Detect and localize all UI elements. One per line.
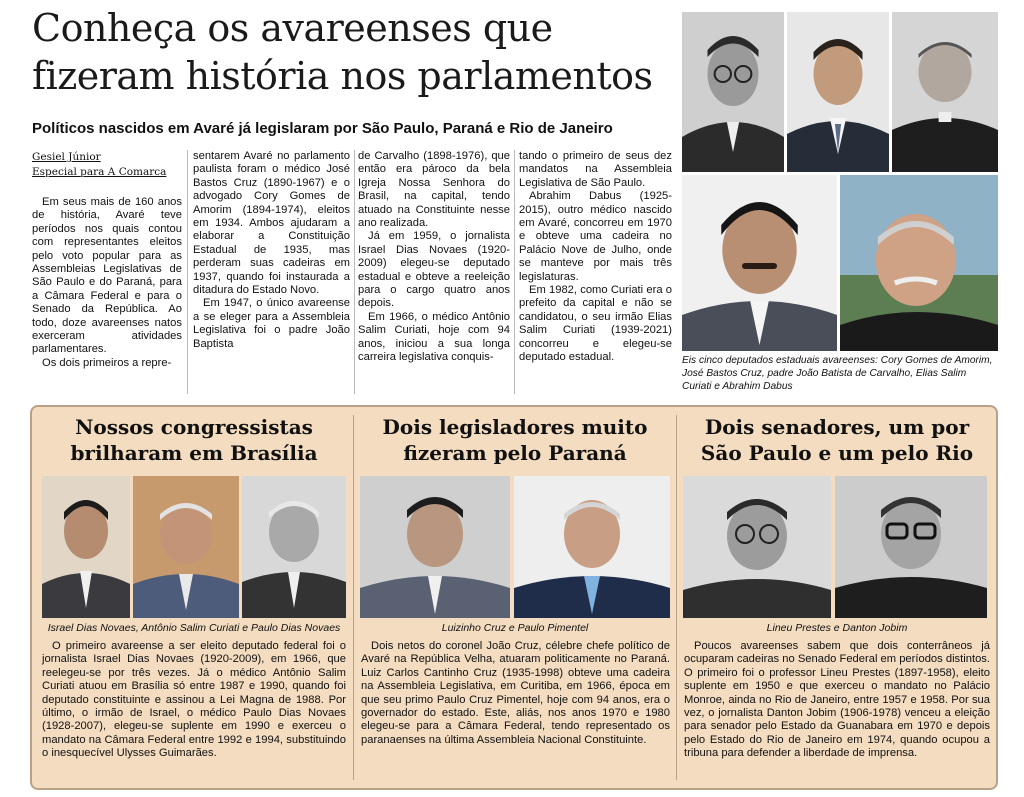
section-caption: Lineu Prestes e Danton Jobim	[766, 622, 908, 634]
paragraph: Abrahim Dabus (1925-2015), outro médico nascido em Avaré, concorreu em 1970 e obteve uma cadeira no Palácio Nove de Julho, onde se manteve por mais três legislaturas.	[519, 190, 672, 283]
photo-caption: Eis cinco deputados estaduais avareenses: Cory Gomes de Amorim, José Bastos Cruz, padre João Batista de Carvalho, Elias Salim Curiati e Abrahim Dabus	[682, 355, 993, 392]
section-title-congressistas	[40, 414, 348, 466]
portrait-photo-israel-dias-novaes	[42, 476, 130, 618]
author-role: Especial para A Comarca	[32, 166, 167, 178]
portrait-photo-paulo-dias-novaes	[242, 476, 346, 618]
section-title-senadores	[682, 414, 992, 466]
column-divider	[354, 150, 355, 394]
portrait-photo-lineu-prestes	[683, 476, 831, 618]
paragraph: Em 1982, como Curiati era o prefeito da capital e não se candidatou, o seu irmão Elias Salim Curiati (1939-2021) concorreu e elegeu-se deputado estadual.	[519, 284, 672, 364]
article-column-3	[358, 150, 510, 365]
box-divider	[676, 415, 677, 780]
portrait-photo-abrahim-dabus	[840, 175, 998, 351]
title-line: brilharam em Brasília	[70, 441, 318, 465]
article-subhead: Políticos nascidos em Avaré já legislaram por São Paulo, Paraná e Rio de Janeiro	[32, 120, 613, 137]
portrait-photo-luizinho-cruz	[360, 476, 510, 618]
portrait-photo-paulo-pimentel	[514, 476, 670, 618]
paragraph: Poucos avareenses sabem que dois conterrâneos já ocuparam cadeiras no Senado Federal em períodos distintos. O primeiro foi o professor Lineu Prestes (1897-1958), eleito suplente em 1950 e que exerceu o mandato no Palácio Monroe, ainda no Rio de Janeiro, entre 1957 e 1958. Por sua vez, o jornalista Danton Jobim (1906-1978) venceu a eleição para senador pelo Estado da Guanabara em 1970 e depois pelo Estado do Rio de Janeiro em 1974, quando ocupou a tribuna para defender a liberdade de imprensa.	[684, 640, 990, 760]
article-column-4	[519, 150, 672, 365]
section-title-parana	[358, 414, 672, 466]
paragraph: Em seus mais de 160 anos de história, Avaré teve períodos nos quais contou com representantes eleitos pelo voto popular para as Assembleias Legislativas de São Paulo e do Paraná, para a Câmara Federal e para o Senado da República. Ao todo, doze avareenses natos exerceram atividades parlamentares.	[32, 196, 182, 356]
title-line: fizeram pelo Paraná	[403, 441, 627, 465]
title-line: Nossos congressistas	[75, 415, 313, 439]
portrait-photo-elias-salim-curiati	[682, 175, 837, 351]
paragraph: sentarem Avaré no parlamento paulista foram o médico José Bastos Cruz (1890-1967) e o advogado Cory Gomes de Amorim (1894-1974), eleitos em 1934. Ambos ajudaram a elaborar a Constituição Estadual de 1935, mas perderam suas cadeiras em 1937, quando foi instaurada a ditadura do Estado Novo.	[193, 150, 350, 297]
article-column-1	[32, 196, 182, 370]
portrait-photo-padre-joao-batista-de-carvalho	[892, 12, 998, 172]
article-headline: Conheça os avareenses que fizeram história nos parlamentos	[32, 6, 653, 98]
byline	[32, 150, 166, 179]
section-text-parana	[361, 640, 670, 747]
paragraph: Os dois primeiros a repre-	[42, 356, 172, 369]
article-column-2	[193, 150, 350, 351]
section-caption: Luizinho Cruz e Paulo Pimentel	[441, 622, 589, 634]
section-caption: Israel Dias Novaes, Antônio Salim Curiati e Paulo Dias Novaes	[47, 622, 341, 634]
section-text-senadores	[684, 640, 990, 761]
title-line: São Paulo e um pelo Rio	[700, 441, 974, 465]
author-name: Gesiel Júnior	[32, 151, 101, 163]
paragraph: Dois netos do coronel João Cruz, célebre chefe político de Avaré na República Velha, atuaram politicamente no Paraná. Luiz Carlos Cantinho Cruz (1935-1998) obteve uma cadeira na Assembleia Legislativa, em Curitiba, em 1966, época em que seu primo Paulo Cruz Pimentel, hoje com 94 anos, era o governador do estado. Este, aliás, nos anos 1970 e 1980 elegeu-se para a Câmara Federal, tendo representado os paranaenses na última Assembleia Nacional Constituinte.	[361, 640, 670, 746]
portrait-photo-danton-jobim	[835, 476, 987, 618]
paragraph: Em 1947, o único avareense a se eleger para a Assembleia Legislativa foi o padre João Baptista	[193, 297, 350, 350]
title-line: Dois senadores, um por	[704, 415, 970, 439]
paragraph: tando o primeiro de seus dez mandatos na Assembleia Legislativa de São Paulo.	[519, 150, 672, 189]
portrait-photo-jose-bastos-cruz	[787, 12, 889, 172]
column-divider	[187, 150, 188, 394]
paragraph: de Carvalho (1898-1976), que então era pároco da bela Igreja Nossa Senhora do Brasil, na capital, tendo atuado na Constituinte nesse ano realizada.	[358, 150, 510, 230]
portrait-photo-antonio-salim-curiati	[133, 476, 239, 618]
paragraph: Em 1966, o médico Antônio Salim Curiati, hoje com 94 anos, iniciou a sua longa carreira legislativa conquis-	[358, 310, 510, 364]
column-divider	[514, 150, 515, 394]
paragraph: Já em 1959, o jornalista Israel Dias Novaes (1920-2009) elegeu-se deputado estadual e obteve a reeleição para o cargo quatro anos depois.	[358, 230, 510, 310]
title-line: Dois legisladores muito	[382, 415, 648, 439]
portrait-photo-cory-gomes-de-amorim	[682, 12, 784, 172]
paragraph: O primeiro avareense a ser eleito deputado federal foi o jornalista Israel Dias Novaes (1920-2009), em 1966, que reelegeu-se por três vezes. Já o médico Antônio Salim Curiati atuou em Brasília só entre 1987 e 1990, quando foi deputado constituinte e assinou a Lei Magna de 1988. Por último, o irmão de Israel, o médico Paulo Dias Novaes (1928-2007), elegeu-se suplente em 1990 e exerceu o mandato na Câmara Federal entre 1992 e 1994, substituindo o inesquecível Ulysses Guimarães.	[42, 640, 346, 760]
box-divider	[353, 415, 354, 780]
section-text-congressistas	[42, 640, 346, 761]
